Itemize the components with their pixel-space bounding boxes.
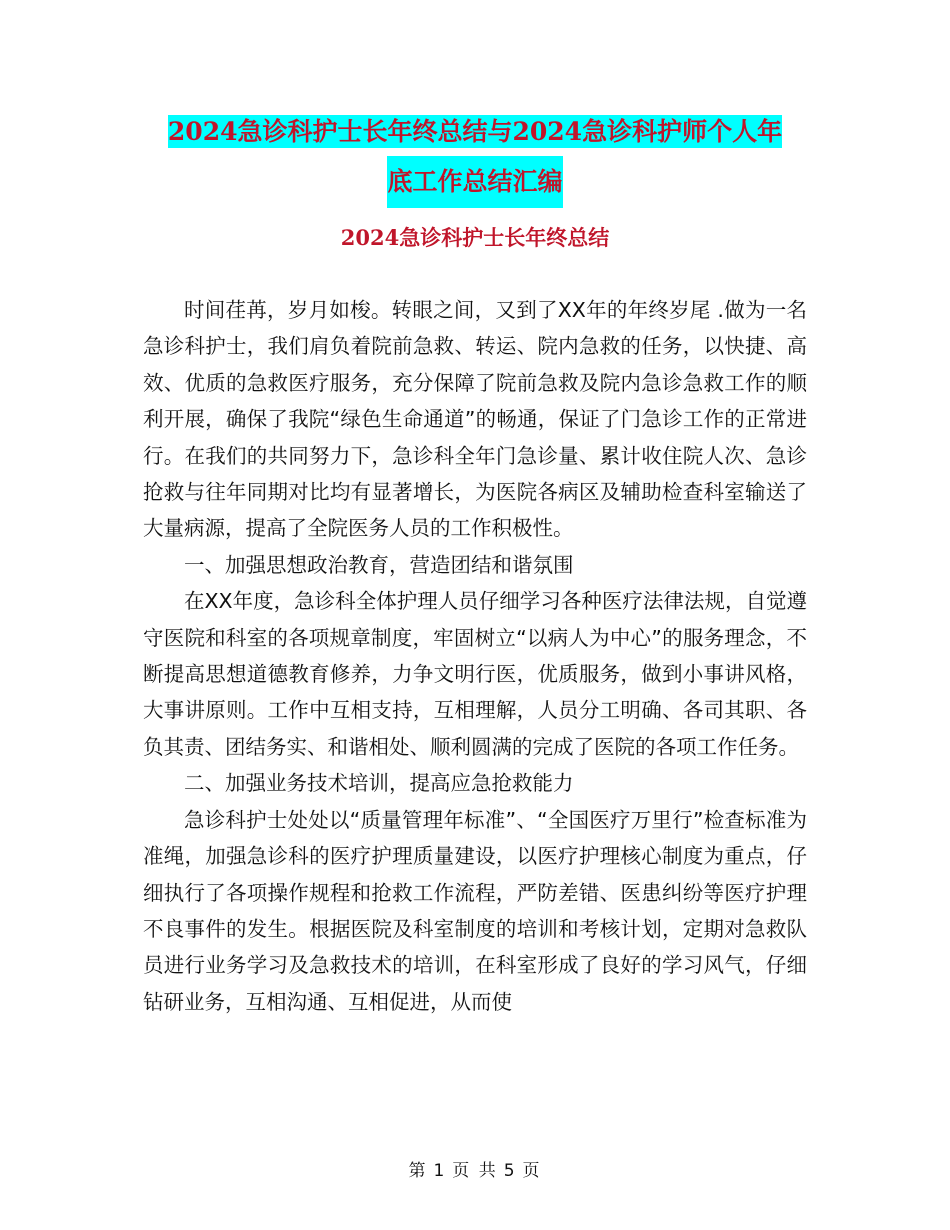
paragraph: 急诊科护士处处以“质量管理年标准”、“全国医疗万里行”检查标准为准绳，加强急诊科的医疗护理质量建设，以医疗护理核心制度为重点，仔细执行了各项操作规程和抢救工作流程，严防差错、医患纠纷等医疗护理不良事件的发生。根据医院及科室制度的培训和考核计划，定期对急救队员进行业务学习及急救技术的培训，在科室形成了良好的学习风气，仔细钻研业务，互相沟通、互相促进，从而使	[143, 807, 807, 1014]
paragraph: 时间荏苒，岁月如梭。转眼之间，又到了XX年的年终岁尾 .做为一名急诊科护士，我们肩负着院前急救、转运、院内急救的任务，以快捷、高效、优质的急救医疗服务，充分保障了院前急救及院内急诊急救工作的顺利开展，确保了我院“绿色生命通道”的畅通，保证了门急诊工作的正常进行。在我们的共同努力下，急诊科全年门急诊量、累计收住院人次、急诊抢救与往年同期对比均有显著增长，为医院各病区及辅助检查科室输送了大量病源，提高了全院医务人员的工作积极性。	[143, 298, 807, 541]
footer-total-pages: 5	[503, 1161, 517, 1181]
section-heading: 二、加强业务技术培训，提高应急抢救能力	[184, 771, 574, 796]
document-body	[143, 292, 807, 1020]
section-heading: 一、加强思想政治教育，营造团结和谐氛围	[184, 552, 574, 577]
title-line-1: 2024急诊科护士长年终总结与2024急诊科护师个人年	[167, 117, 783, 146]
footer-current-page: 1	[433, 1161, 447, 1181]
footer-suffix: 页	[522, 1161, 542, 1181]
section-title: 2024急诊科护士长年终总结	[340, 225, 610, 250]
page-footer	[0, 1156, 950, 1181]
footer-prefix: 第	[408, 1161, 428, 1181]
paragraph: 在XX年度，急诊科全体护理人员仔细学习各种医疗法律法规，自觉遵守医院和科室的各项规章制度，牢固树立“以病人为中心”的服务理念，不断提高思想道德教育修养，力争文明行医，优质服务，做到小事讲风格，大事讲原则。工作中互相支持，互相理解，人员分工明确、各司其职、各负其责、团结务实、和谐相处、顺利圆满的完成了医院的各项工作任务。	[143, 589, 807, 759]
document-title	[0, 108, 950, 208]
title-line-2: 底工作总结汇编	[387, 156, 562, 208]
footer-middle: 页 共	[452, 1161, 498, 1181]
